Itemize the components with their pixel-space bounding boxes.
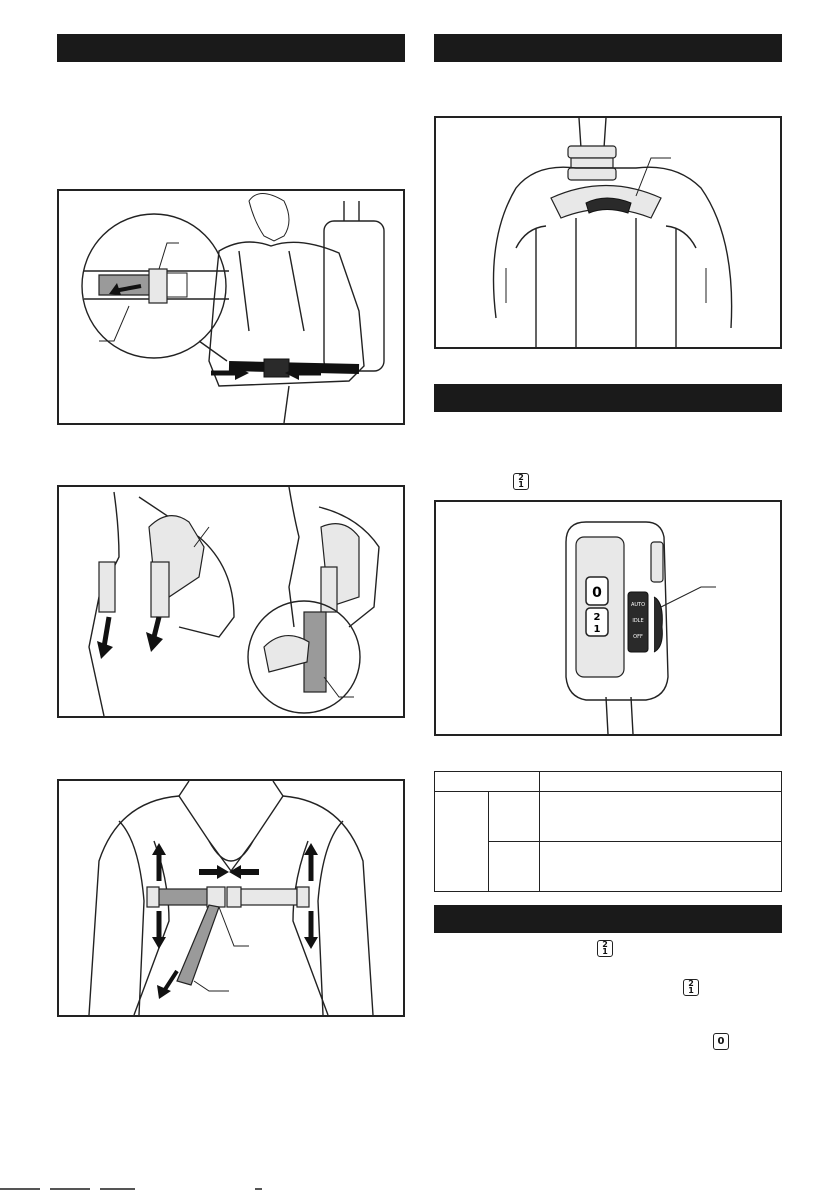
- figure-waist-belt: [57, 189, 405, 425]
- table-cell: [488, 792, 540, 842]
- mode-button-icon: 2 1: [597, 940, 613, 957]
- table-cell: [435, 792, 489, 892]
- svg-text:2: 2: [593, 612, 601, 623]
- mode-table: [434, 771, 782, 892]
- figure-remote-controller: [434, 500, 782, 736]
- mode-button-icon: 2 1: [683, 979, 699, 996]
- table-header-cell: [540, 772, 782, 792]
- section-header-bar-hose: [434, 34, 782, 62]
- table-cell: [540, 792, 782, 842]
- svg-text:IDLE: IDLE: [632, 618, 644, 624]
- mode-button-icon: 2 1: [513, 473, 529, 490]
- footer-marks: [0, 1186, 300, 1192]
- svg-text:1: 1: [593, 624, 601, 635]
- svg-text:AUTO: AUTO: [630, 602, 646, 608]
- stop-button-icon: 0: [713, 1033, 729, 1050]
- table-cell: [540, 842, 782, 892]
- remote-stop-label: 0: [592, 585, 602, 601]
- table-cell: [488, 842, 540, 892]
- figure-shoulder-straps: [57, 485, 405, 718]
- section-header-bar-operation: [434, 905, 782, 933]
- svg-text:OFF: OFF: [633, 634, 643, 640]
- section-header-bar-remote: [434, 384, 782, 412]
- figure-chest-strap: [57, 779, 405, 1017]
- table-header-cell: [435, 772, 540, 792]
- section-header-bar-harness: [57, 34, 405, 62]
- figure-hose-connector: [434, 116, 782, 349]
